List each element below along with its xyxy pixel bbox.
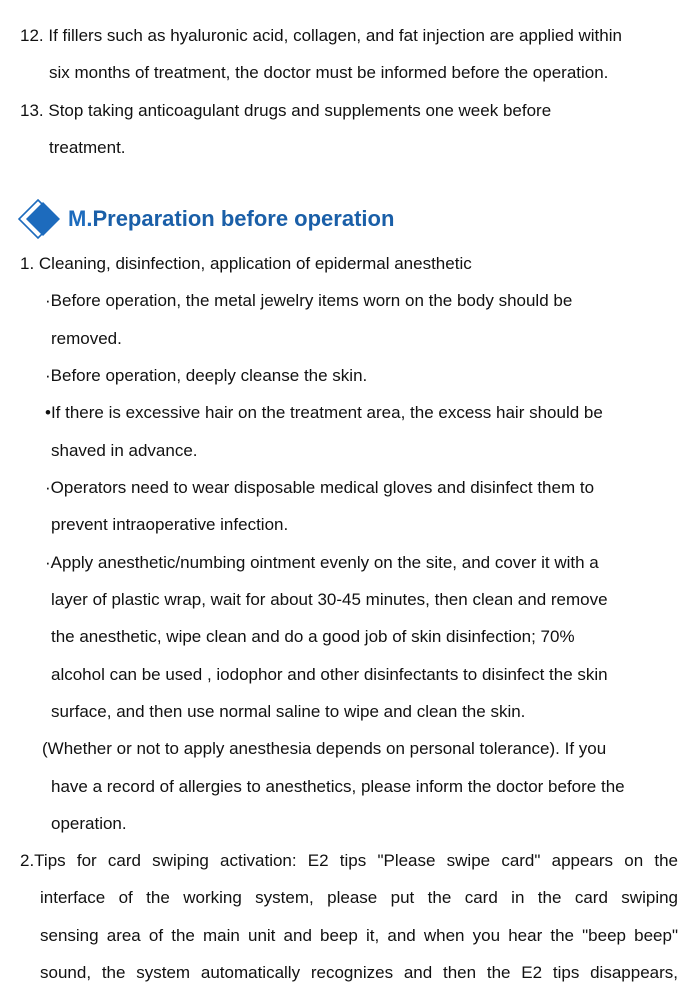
step-1-line: shaved in advance. xyxy=(51,441,198,460)
item-13-line-2: treatment. xyxy=(49,138,126,157)
step-1-line: prevent intraoperative infection. xyxy=(51,515,289,534)
step-1-line: ·Apply anesthetic/numbing ointment evenly on the site, and cover it with a xyxy=(45,553,599,572)
step-1-line: alcohol can be used , iodophor and other disinfectants to disinfect the skin xyxy=(51,665,608,684)
step-2-line: sensing area of the main unit and beep it, and when you hear the "beep beep" xyxy=(40,926,678,945)
section-prefix: M. xyxy=(68,206,93,231)
step-1-line: removed. xyxy=(51,329,122,348)
step-1-line: (Whether or not to apply anesthesia depends on personal tolerance). If you xyxy=(42,739,607,758)
step-1-line: ·Before operation, the metal jewelry items worn on the body should be xyxy=(45,291,573,310)
step-1-line: ·Before operation, deeply cleanse the skin. xyxy=(45,366,368,385)
section-heading xyxy=(18,199,518,239)
step-2-line: sound, the system automatically recognizes and then the E2 tips disappears, xyxy=(40,963,678,982)
step-1-line: ·Operators need to wear disposable medical gloves and disinfect them to xyxy=(45,478,595,497)
item-12-line-2: six months of treatment, the doctor must be informed before the operation. xyxy=(49,63,609,82)
step-2-line: 2.Tips for card swiping activation: E2 tips "Please swipe card" appears on the xyxy=(20,851,678,870)
section-title-text: Preparation before operation xyxy=(92,206,395,231)
step-1-line: •If there is excessive hair on the treatment area, the excess hair should be xyxy=(45,403,603,422)
step-1-line: have a record of allergies to anesthetics, please inform the doctor before the xyxy=(51,777,625,796)
step-1-title: 1. Cleaning, disinfection, application of epidermal anesthetic xyxy=(20,254,472,273)
item-12-line-1: 12. If fillers such as hyaluronic acid, collagen, and fat injection are applied within xyxy=(20,26,622,45)
step-1-line: layer of plastic wrap, wait for about 30-45 minutes, then clean and remove xyxy=(51,590,608,609)
step-1-line: surface, and then use normal saline to wipe and clean the skin. xyxy=(51,702,526,721)
step-2-line: interface of the working system, please put the card in the card swiping xyxy=(40,888,678,907)
section-title xyxy=(68,206,394,232)
item-13-line-1: 13. Stop taking anticoagulant drugs and supplements one week before xyxy=(20,101,552,120)
step-1-line: the anesthetic, wipe clean and do a good job of skin disinfection; 70% xyxy=(51,627,575,646)
step-1-line: operation. xyxy=(51,814,127,833)
diamond-bullet-icon xyxy=(18,199,62,239)
